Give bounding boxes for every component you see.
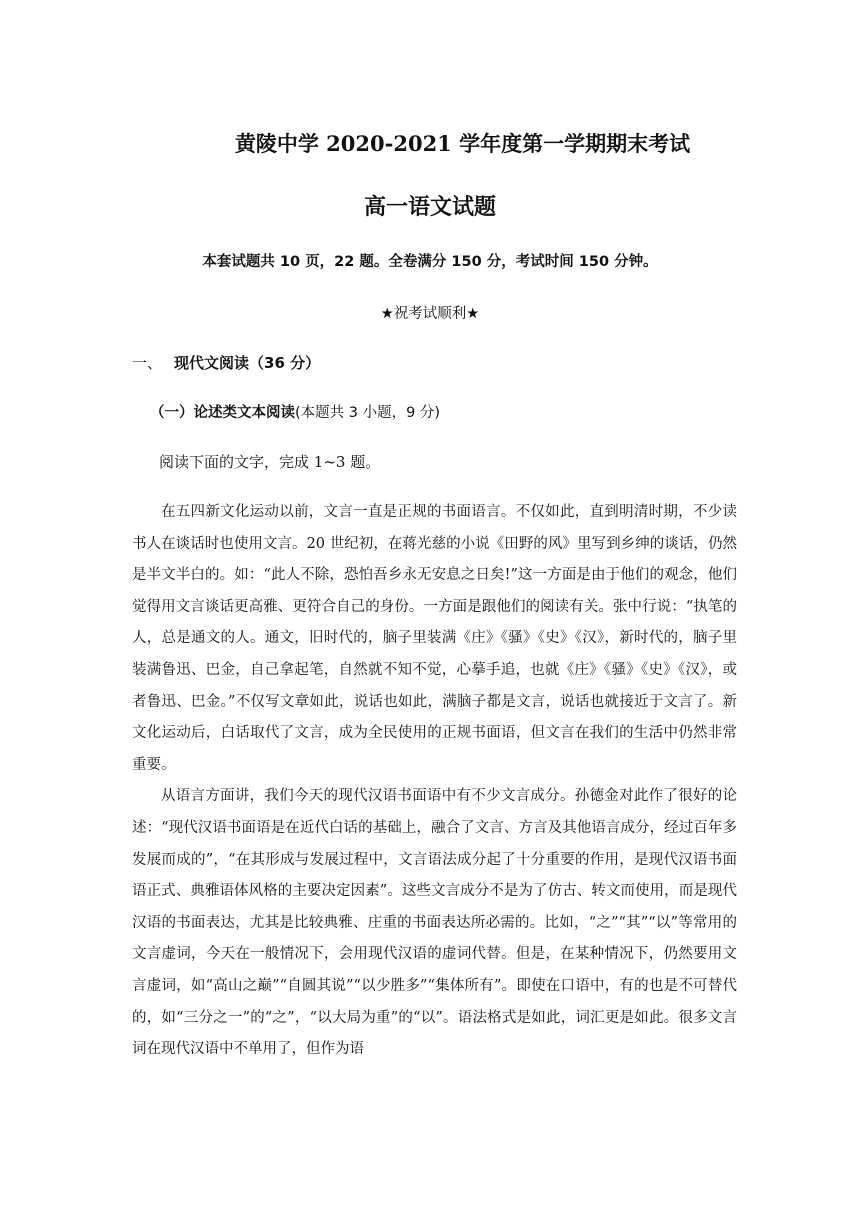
reading-passage — [132, 497, 737, 1066]
section-heading — [132, 352, 320, 373]
exam-title: 黄陵中学 2020-2021 学年度第一学期期末考试 — [234, 131, 691, 156]
reading-instruction: 阅读下面的文字，完成 1~3 题。 — [159, 453, 381, 471]
subsection-note: (本题共 3 小题，9 分) — [295, 405, 441, 421]
exam-info: 本套试题共 10 页，22 题。全卷满分 150 分，考试时间 150 分钟。 — [202, 254, 658, 270]
subsection-heading — [150, 401, 440, 422]
passage-paragraph-1: 在五四新文化运动以前，文言一直是正规的书面语言。不仅如此，直到明清时期，不少读书人在谈话时也使用文言。20 世纪初，在蒋光慈的小说《田野的风》里写到乡绅的谈话，仍然是半文半白的。如：“此人不除，恐怕吾乡永无安息之日矣!”这一方面是由于他们的观念，他们觉得用文言谈话更高雅、更符合自己的身份。一方面是跟他们的阅读有关。张中行说：“执笔的人，总是通文的人。通文，旧时代的，脑子里装满《庄》《骚》《史》《汉》，新时代的，脑子里装满鲁迅、巴金，自己拿起笔，自然就不知不觉，心摹手追，也就《庄》《骚》《史》《汉》，或者鲁迅、巴金。”不仅写文章如此，说话也如此，满脑子都是文言，说话也就接近于文言了。新文化运动后，白话取代了文言，成为全民使用的正规书面语，但文言在我们的生活中仍然非常重要。 — [132, 504, 737, 773]
passage-paragraph-2: 从语言方面讲，我们今天的现代汉语书面语中有不少文言成分。孙德金对此作了很好的论述：“现代汉语书面语是在近代白话的基础上，融合了文言、方言及其他语言成分，经过百年多发展而成的”，“在其形成与发展过程中，文言语法成分起了十分重要的作用，是现代汉语书面语正式、典雅语体风格的主要决定因素”。这些文言成分不是为了仿古、转文而使用，而是现代汉语的书面表达，尤其是比较典雅、庄重的书面表达所必需的。比如，“之”“其”“以”等常用的文言虚词，今天在一般情况下，会用现代汉语的虚词代替。但是，在某种情况下，仍然要用文言虚词，如“高山之巅”“自圆其说”“以少胜多”“集体所有”。即使在口语中，有的也是不可替代的，如“三分之一”的“之”，“以大局为重”的“以”。语法格式是如此，词汇更是如此。很多文言词在现代汉语中不单用了，但作为语 — [132, 788, 737, 1058]
exam-subtitle: 高一语文试题 — [363, 194, 496, 220]
good-luck-line: ★祝考试顺利★ — [380, 306, 480, 322]
section-number: 一、 — [132, 354, 163, 372]
subsection-title: （一）论述类文本阅读 — [150, 405, 295, 421]
section-title: 现代文阅读（36 分） — [174, 354, 321, 372]
